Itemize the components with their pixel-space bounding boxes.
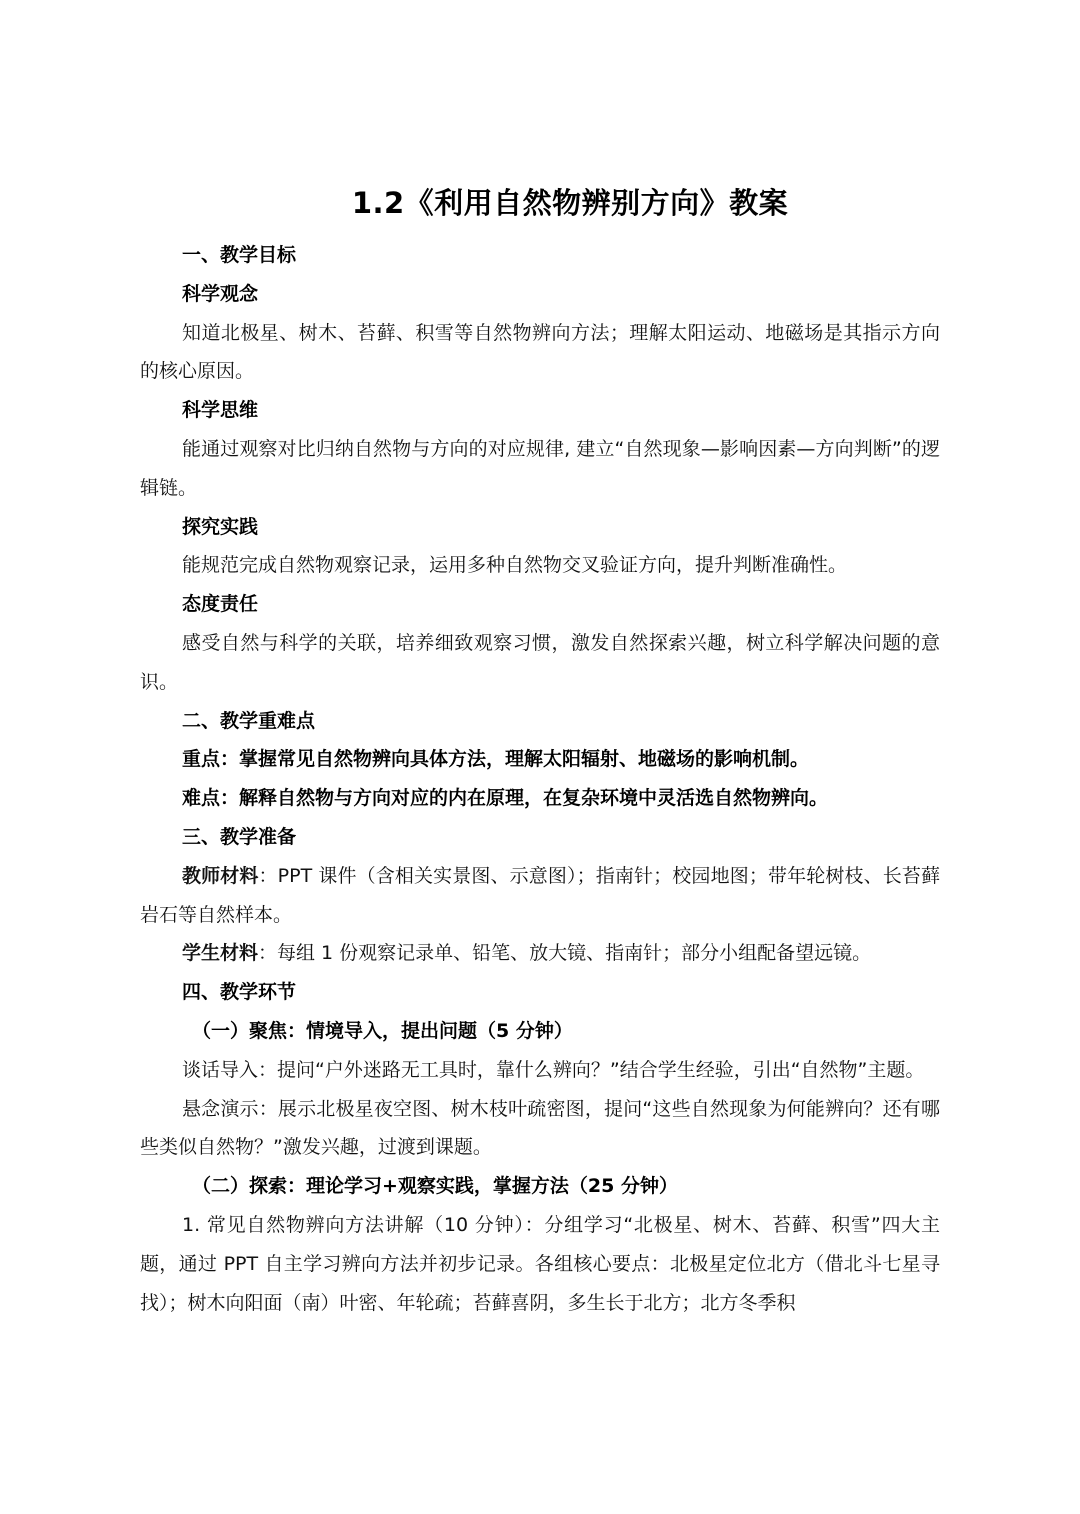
paragraph-student-materials	[140, 934, 940, 973]
subheading-part1-focus: （一）聚焦：情境导入，提出问题（5 分钟）	[192, 1019, 573, 1042]
subheading-scientific-concept: 科学观念	[182, 282, 259, 305]
paragraph-part1-suspense: 悬念演示：展示北极星夜空图、树木枝叶疏密图，提问“这些自然现象为何能辨向？还有哪些类似自然物？”激发兴趣，过渡到课题。	[140, 1097, 940, 1159]
student-materials-label: 学生材料	[182, 942, 259, 965]
paragraph-difficult-point: 难点：解释自然物与方向对应的内在原理，在复杂环境中灵活选自然物辨向。	[182, 787, 829, 810]
paragraph-part2-methods: 1. 常见自然物辨向方法讲解（10 分钟）：分组学习“北极星、树木、苔藓、积雪”四大主题，通过 PPT 自主学习辨向方法并初步记录。各组核心要点：北极星定位北方（借北斗七星寻找）；树木向阳面（南）叶密、年轮疏；苔藓喜阴，多生长于北方；北方冬季积	[140, 1213, 940, 1314]
document-body	[140, 180, 940, 1322]
paragraph-inquiry-practice: 能规范完成自然物观察记录，运用多种自然物交叉验证方向，提升判断准确性。	[182, 554, 848, 577]
student-materials-text: ：每组 1 份观察记录单、铅笔、放大镜、指南针；部分小组配备望远镜。	[258, 942, 872, 965]
section-heading-teaching-goals: 一、教学目标	[182, 244, 297, 266]
paragraph-teacher-materials	[140, 857, 940, 935]
subheading-attitude-responsibility: 态度责任	[182, 593, 259, 616]
paragraph-key-point: 重点：掌握常见自然物辨向具体方法，理解太阳辐射、地磁场的影响机制。	[182, 748, 810, 771]
section-heading-preparation: 三、教学准备	[182, 825, 297, 848]
section-heading-teaching-process: 四、教学环节	[182, 981, 297, 1004]
document-title: 1.2《利用自然物辨别方向》教案	[351, 186, 789, 220]
paragraph-scientific-concept: 知道北极星、树木、苔藓、积雪等自然物辨向方法；理解太阳运动、地磁场是其指示方向的核心原因。	[140, 321, 940, 383]
paragraph-attitude-responsibility: 感受自然与科学的关联，培养细致观察习惯，激发自然探索兴趣，树立科学解决问题的意识。	[140, 631, 940, 693]
section-heading-key-difficult-points: 二、教学重难点	[182, 709, 316, 732]
subheading-inquiry-practice: 探究实践	[182, 515, 259, 538]
teacher-materials-text: ：PPT 课件（含相关实景图、示意图）；指南针；校园地图；带年轮树枝、长苔藓岩石等自然样本。	[140, 864, 940, 926]
paragraph-scientific-thinking: 能通过观察对比归纳自然物与方向的对应规律, 建立“自然现象—影响因素—方向判断”的逻辑链。	[140, 437, 940, 499]
paragraph-part1-intro: 谈话导入：提问“户外迷路无工具时，靠什么辨向？”结合学生经验，引出“自然物”主题。	[182, 1058, 925, 1081]
teacher-materials-label: 教师材料	[182, 864, 259, 887]
subheading-scientific-thinking: 科学思维	[182, 399, 259, 422]
subheading-part2-explore: （二）探索：理论学习+观察实践，掌握方法（25 分钟）	[192, 1175, 678, 1198]
